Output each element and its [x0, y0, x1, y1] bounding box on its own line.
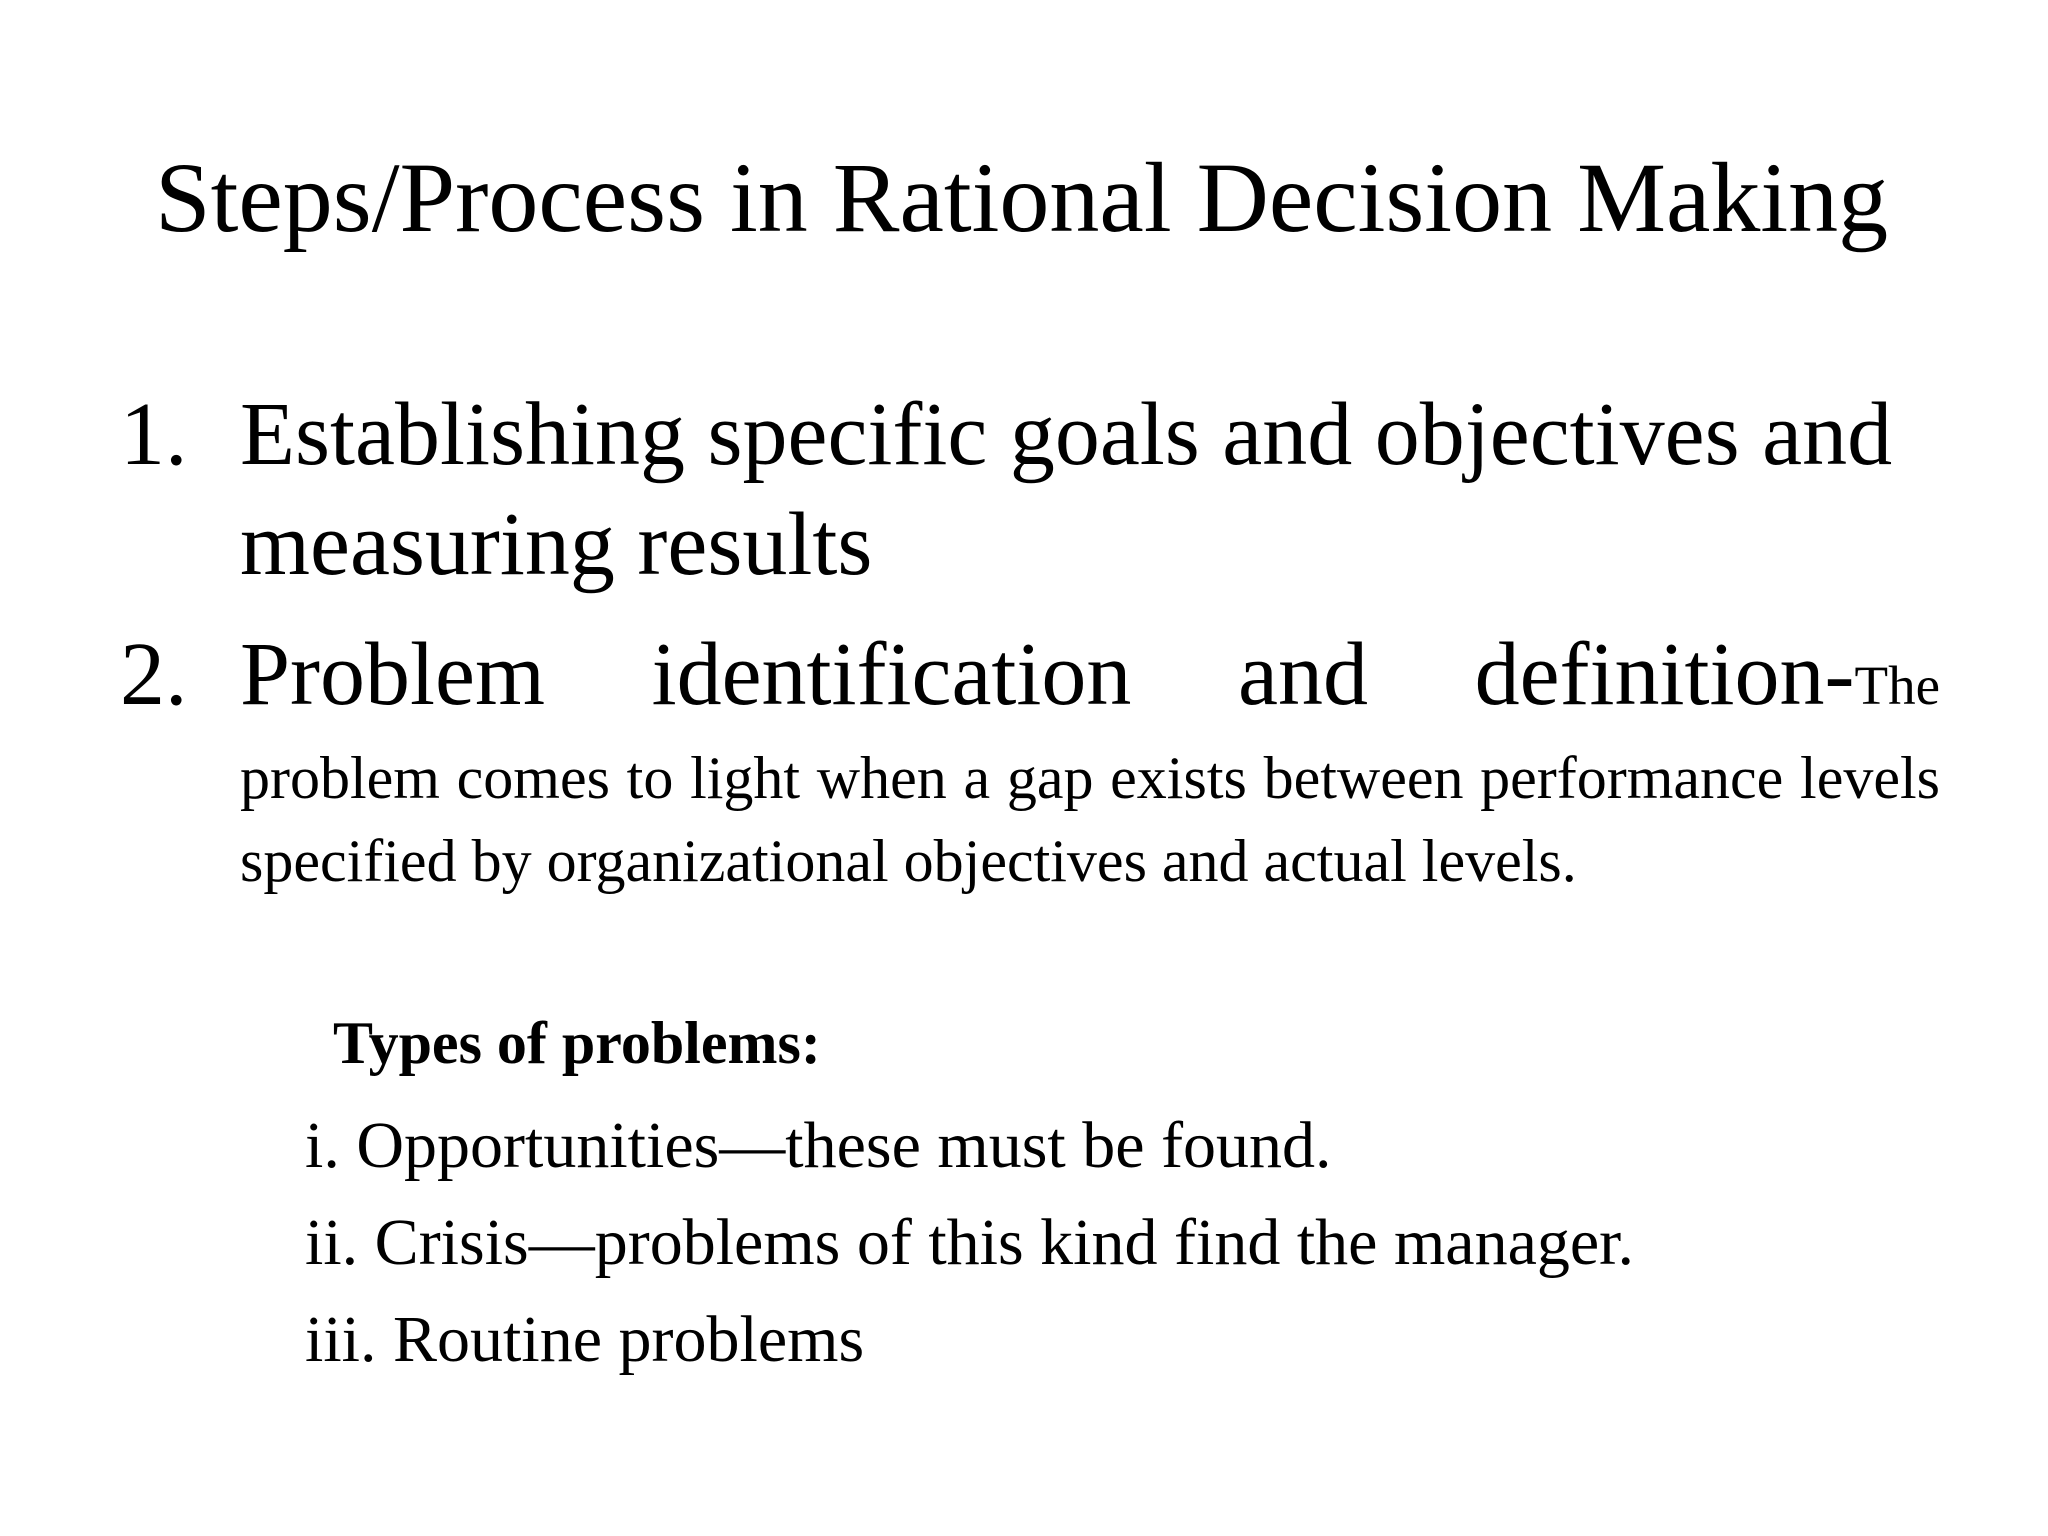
step-description: problem comes to light when a gap exists between performance levels specified by organizational objectives and actual levels.: [240, 745, 1940, 894]
step-description-lead: The: [1854, 655, 1940, 716]
type-item-routine: iii. Routine problems: [305, 1303, 865, 1376]
slide-title: Steps/Process in Rational Decision Making: [155, 142, 1889, 253]
step-item-2: [120, 620, 1940, 903]
step-heading-line: [240, 620, 1940, 741]
step-number: 2.: [120, 625, 188, 724]
types-list: [305, 1097, 1634, 1388]
type-item-opportunities: i. Opportunities—these must be found.: [305, 1109, 1332, 1182]
step-heading: Problem identification and definition-: [240, 625, 1855, 724]
step-text: Establishing specific goals and objectives and measuring results: [240, 385, 1893, 594]
steps-list: [120, 380, 1940, 903]
type-item-crisis: ii. Crisis—problems of this kind find the manager.: [305, 1206, 1635, 1279]
step-number: 1.: [120, 385, 188, 484]
types-heading: Types of problems:: [333, 1010, 821, 1076]
step-item-1: [120, 380, 1940, 600]
